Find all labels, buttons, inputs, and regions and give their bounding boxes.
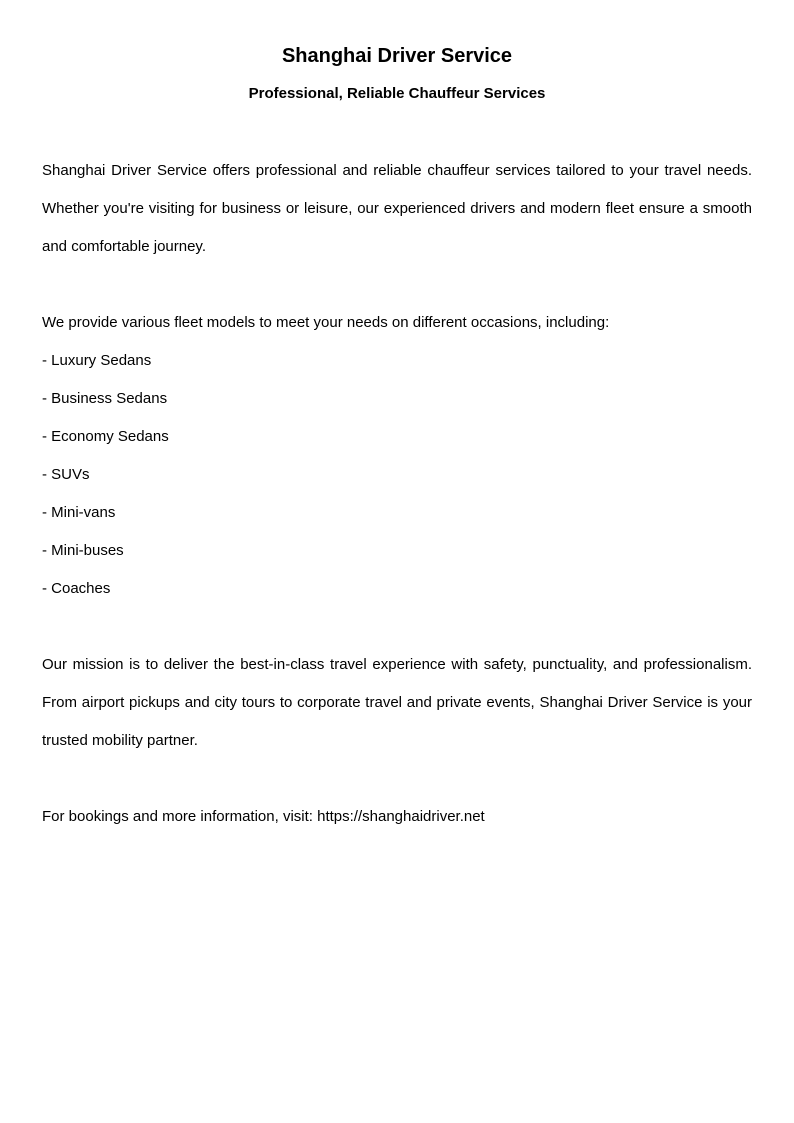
fleet-item-coaches: - Coaches (42, 580, 111, 597)
page-subtitle: Professional, Reliable Chauffeur Services (248, 85, 546, 102)
page-title: Shanghai Driver Service (281, 45, 513, 67)
fleet-item-luxury-sedans: - Luxury Sedans (42, 352, 152, 369)
fleet-item-business-sedans: - Business Sedans (42, 390, 168, 407)
fleet-intro-paragraph: We provide various fleet models to meet your needs on different occasions, including: (42, 314, 610, 331)
intro-paragraph: Shanghai Driver Service offers professional and reliable chauffeur services tailored to your travel needs. Whether you're visiting for business or leisure, our experienced drivers and modern fleet ensure a smooth and comfortable journey. (42, 162, 752, 255)
fleet-list (42, 342, 752, 608)
mission-paragraph: Our mission is to deliver the best-in-class travel experience with safety, punctuality, and professionalism. From airport pickups and city tours to corporate travel and private events, Shanghai Driver Service is your trusted mobility partner. (42, 656, 752, 749)
fleet-item-mini-buses: - Mini-buses (42, 542, 124, 559)
fleet-item-economy-sedans: - Economy Sedans (42, 428, 169, 445)
fleet-item-mini-vans: - Mini-vans (42, 504, 116, 521)
fleet-item-suvs: - SUVs (42, 466, 90, 483)
contact-line: For bookings and more information, visit: https://shanghaidriver.net (42, 808, 485, 825)
